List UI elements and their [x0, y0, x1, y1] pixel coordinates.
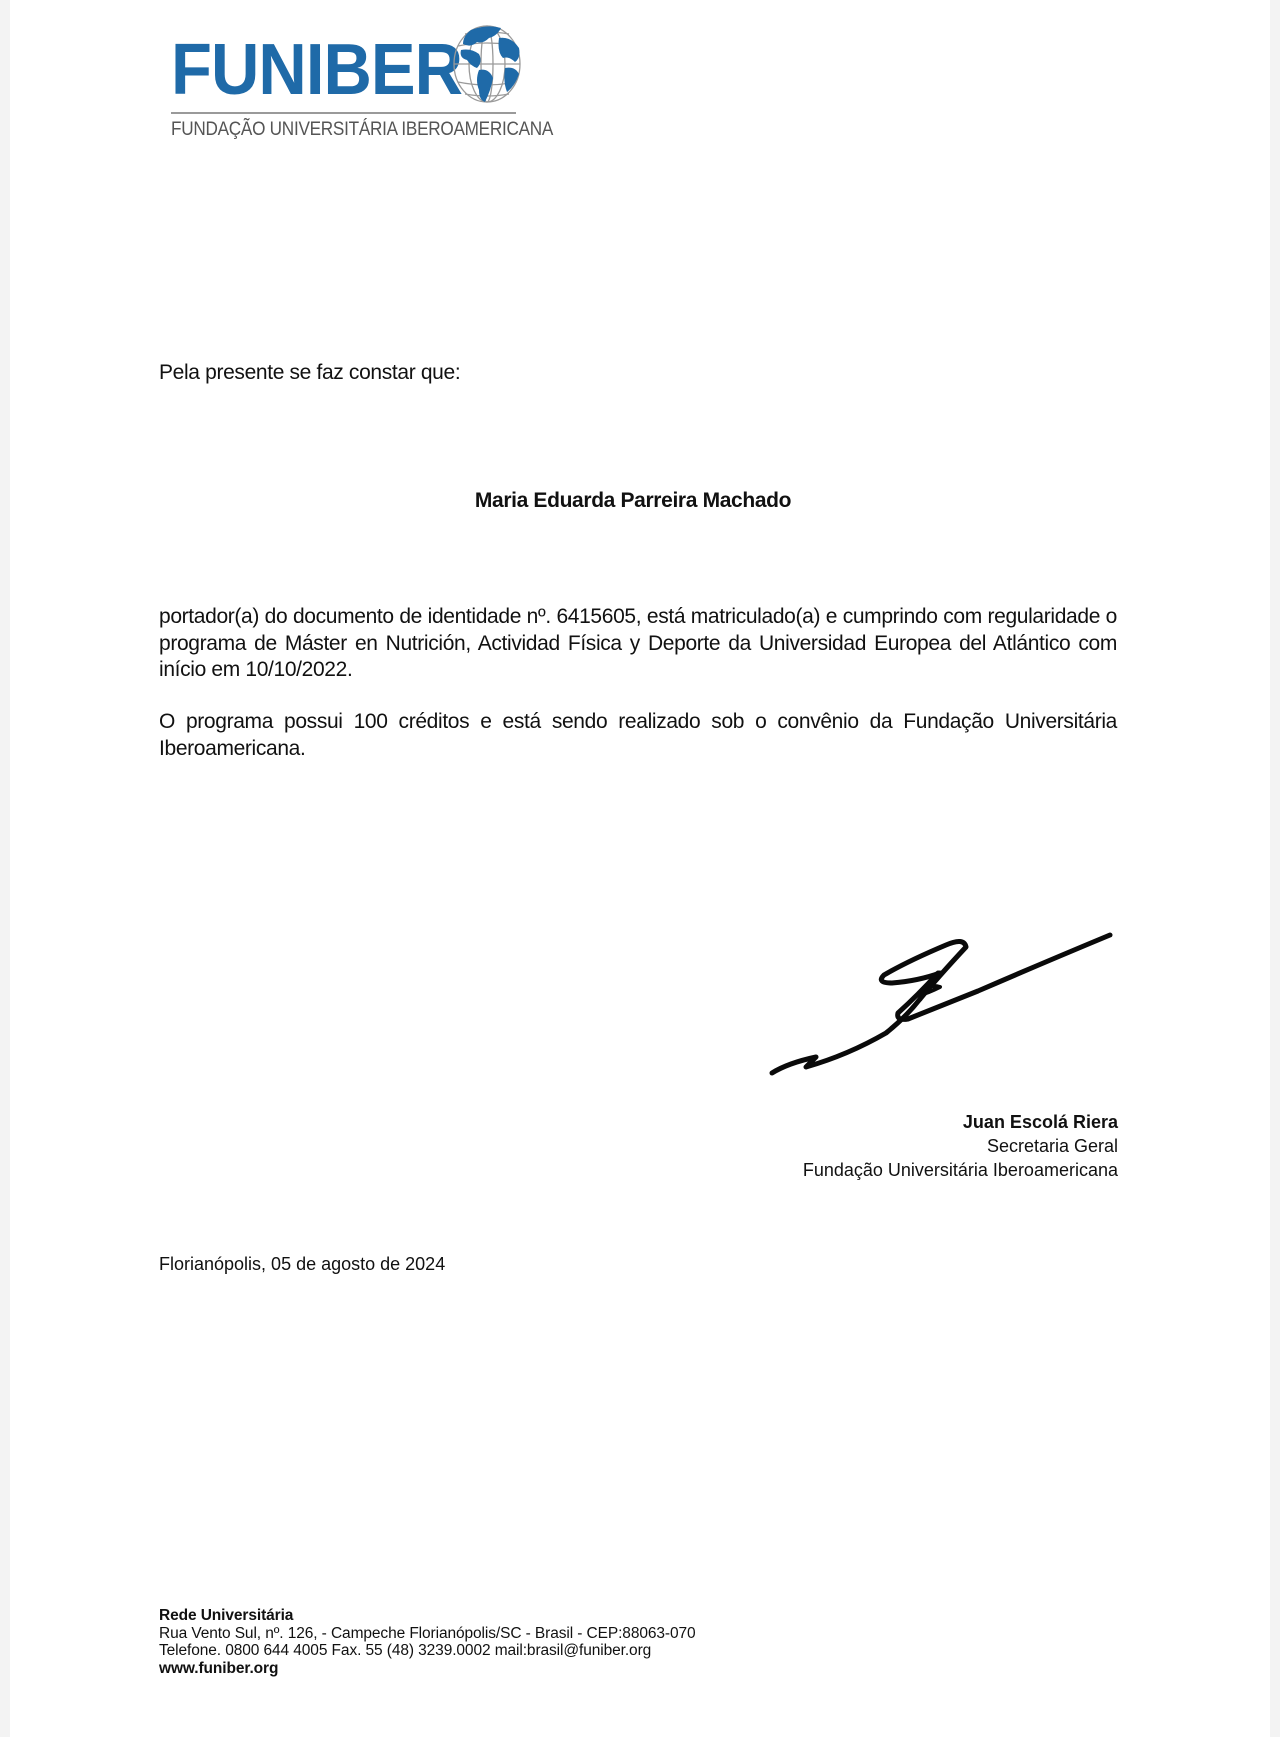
funiber-logo — [163, 20, 554, 148]
date-line: Florianópolis, 05 de agosto de 2024 — [159, 1254, 446, 1274]
document-page — [10, 0, 1270, 1737]
signer-name: Juan Escolá Riera — [962, 1112, 1118, 1132]
footer-website: www.funiber.org — [159, 1659, 279, 1677]
handwritten-signature — [768, 925, 1113, 1080]
footer-network: Rede Universitária — [159, 1607, 294, 1624]
globe-icon — [449, 22, 525, 110]
footer-contact: Telefone. 0800 644 4005 Fax. 55 (48) 3239.0002 mail:brasil@funiber.org — [159, 1642, 652, 1659]
signer-organization: Fundação Universitária Iberoamericana — [802, 1160, 1118, 1180]
intro-text: Pela presente se faz constar que: — [159, 361, 461, 384]
program-paragraph: O programa possui 100 créditos e está sendo realizado sob o convênio da Fundação Universitária Iberoamericana. — [159, 710, 1117, 760]
footer-address: Rua Vento Sul, nº. 126, - Campeche Florianópolis/SC - Brasil - CEP:88063-070 — [159, 1624, 696, 1642]
logo-divider — [171, 112, 516, 114]
enrollment-paragraph: portador(a) do documento de identidade nº. 6415605, está matriculado(a) e cumprindo com regularidade o programa de Máster en Nutrición, Actividad Física y Deporte da Universidad Europea del Atlántico com início em 10/10/2022. — [159, 605, 1117, 681]
student-name: Maria Eduarda Parreira Machado — [474, 489, 792, 512]
footer — [159, 1607, 696, 1677]
logo-wordmark: FUNIBER — [171, 30, 463, 110]
logo-subtitle: FUNDAÇÃO UNIVERSITÁRIA IBEROAMERICANA — [171, 118, 554, 140]
signer-role: Secretaria Geral — [986, 1136, 1118, 1156]
signer-block — [710, 1110, 1118, 1182]
